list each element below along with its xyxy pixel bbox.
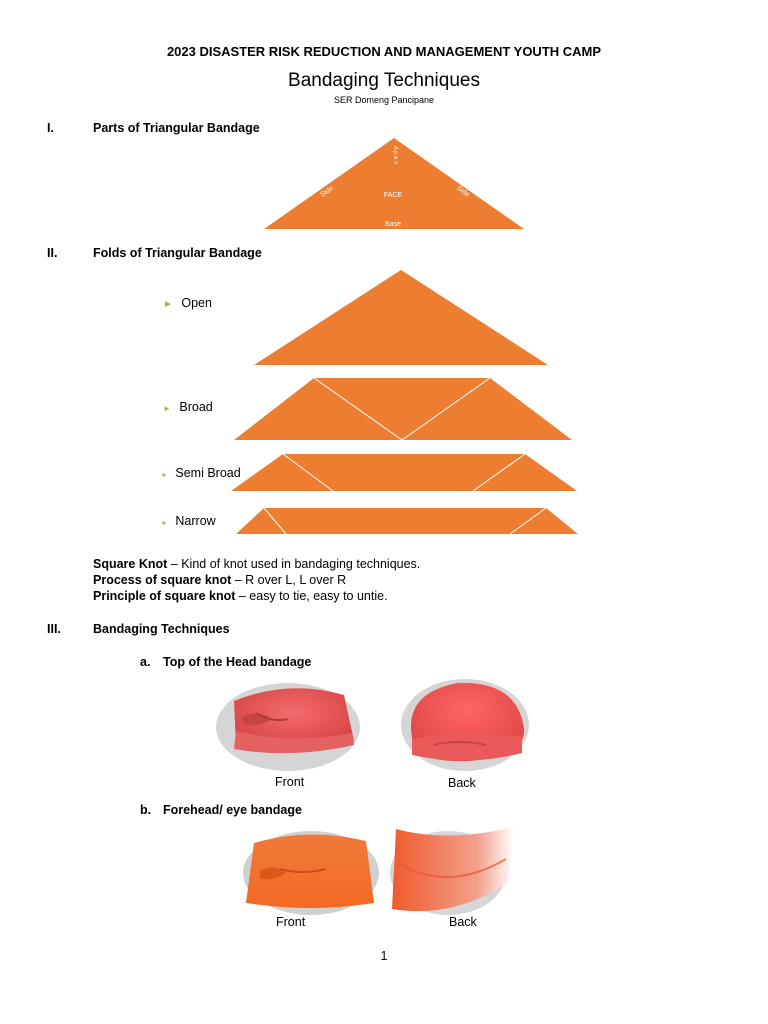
open-fold-diagram — [252, 269, 550, 367]
head-front-caption: Front — [275, 775, 305, 789]
section-3-number: III. — [47, 622, 61, 636]
fold-item-narrow — [161, 512, 216, 530]
definition: – easy to tie, easy to untie. — [235, 589, 388, 603]
bullet-icon: ► — [161, 520, 168, 527]
fold-item-broad — [163, 398, 213, 416]
author-line: SER Domeng Pancipane — [333, 95, 435, 105]
section-2-title: Folds of Triangular Bandage — [93, 246, 262, 260]
term: Process of square knot — [93, 573, 232, 587]
section-1-title: Parts of Triangular Bandage — [93, 121, 260, 135]
page-number: 1 — [380, 949, 388, 963]
definition: – R over L, L over R — [231, 573, 347, 587]
section-3-title: Bandaging Techniques — [93, 622, 230, 636]
head-bandage-back-image — [398, 673, 532, 773]
fold-label: Broad — [179, 400, 213, 414]
forehead-back-caption: Back — [449, 915, 477, 929]
process-definition — [93, 573, 346, 587]
side-left-label: Side — [319, 184, 335, 199]
bullet-icon: ► — [163, 299, 173, 310]
definition: – Kind of knot used in bandaging techniques. — [167, 557, 421, 571]
principle-definition — [93, 589, 388, 603]
bullet-icon: ► — [163, 404, 171, 413]
forehead-front-caption: Front — [276, 915, 306, 929]
narrow-fold-shape — [236, 508, 578, 534]
open-fold-shape — [254, 270, 548, 365]
fold-label: Open — [181, 296, 212, 310]
face-label: FACE — [383, 192, 403, 199]
semi-broad-fold-shape — [231, 454, 577, 491]
side-right-label: Side — [455, 184, 471, 199]
bullet-icon: ► — [161, 472, 168, 479]
section-1-number: I. — [47, 121, 54, 135]
semi-broad-fold-diagram — [229, 453, 579, 493]
triangular-bandage-parts-diagram — [262, 137, 526, 231]
fold-label: Semi Broad — [175, 466, 241, 480]
page-title: Bandaging Techniques — [288, 70, 480, 91]
square-knot-definition — [93, 557, 420, 571]
apex-label: A p e x — [392, 145, 398, 165]
base-label: Base — [385, 221, 401, 228]
broad-fold-shape — [234, 378, 572, 440]
technique-b-title: Forehead/ eye bandage — [163, 803, 302, 817]
head-bandage-front-image — [212, 675, 364, 775]
term: Principle of square knot — [93, 589, 236, 603]
broad-fold-diagram — [232, 377, 574, 443]
event-heading: 2023 DISASTER RISK REDUCTION AND MANAGEMENT YOUTH CAMP — [166, 44, 602, 59]
forehead-bandage-back-image — [388, 823, 522, 915]
narrow-fold-diagram — [234, 507, 580, 536]
head-back-caption: Back — [448, 776, 476, 790]
technique-b-letter: b. — [140, 803, 152, 817]
forehead-bandage-front-image — [240, 823, 382, 915]
technique-a-title: Top of the Head bandage — [163, 655, 312, 669]
fold-item-open — [163, 294, 212, 312]
section-2-number: II. — [47, 246, 58, 260]
fold-label: Narrow — [175, 514, 216, 528]
term: Square Knot — [93, 557, 168, 571]
technique-a-letter: a. — [140, 655, 151, 669]
